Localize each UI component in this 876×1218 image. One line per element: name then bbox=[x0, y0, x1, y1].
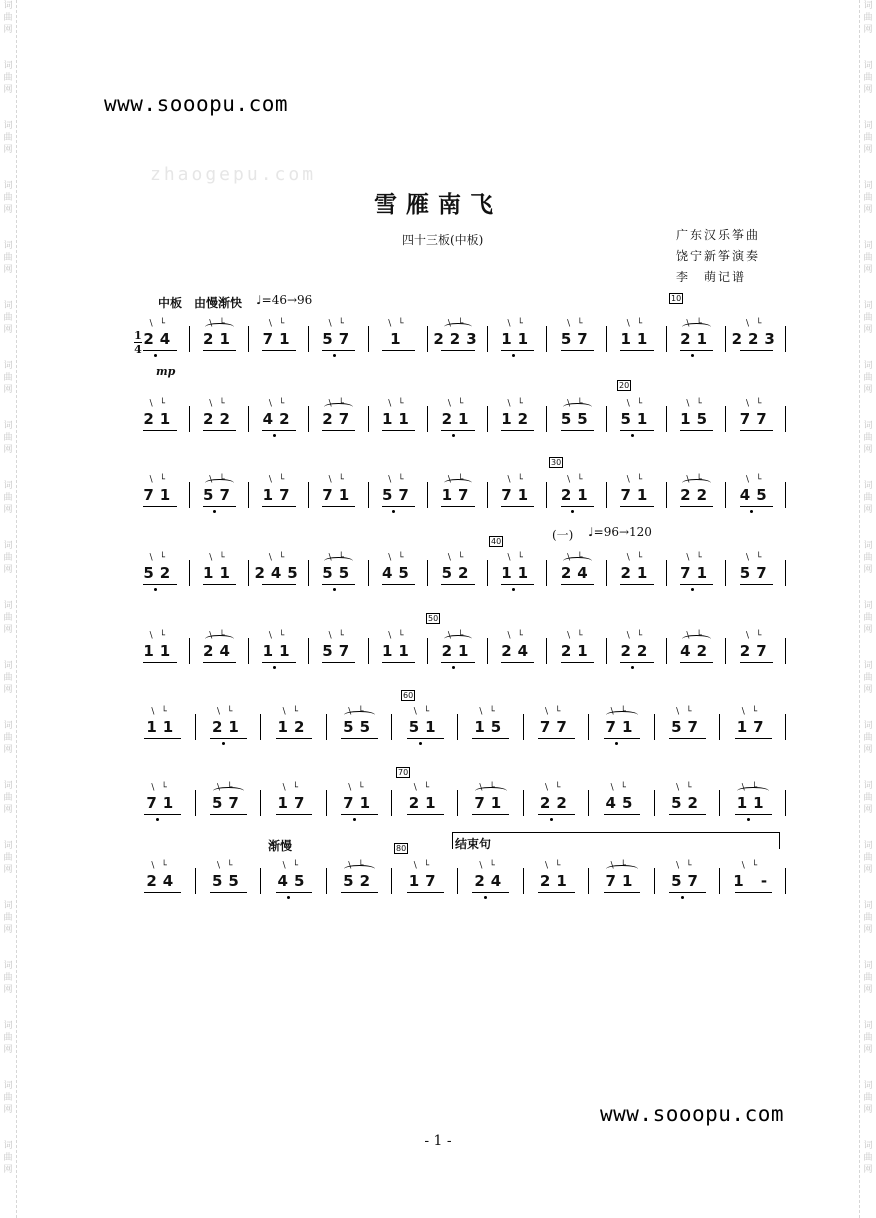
measure-notes: 22 bbox=[539, 794, 573, 812]
measure: ∖└ 55 bbox=[547, 406, 607, 436]
time-signature-bottom: 4 bbox=[134, 343, 142, 356]
measure: ∖└ 57 bbox=[726, 560, 786, 590]
measure-notes: 1 - bbox=[733, 872, 774, 890]
score-subtitle: 四十三板(中板) bbox=[402, 233, 484, 247]
measure: ∖└ 21 bbox=[428, 638, 488, 668]
measure: ∖└ 21 bbox=[196, 714, 262, 744]
staff-line bbox=[130, 858, 786, 898]
measure: ∖└ 57 bbox=[547, 326, 607, 356]
measure-notes: 45 bbox=[381, 564, 415, 582]
measure-notes: 57 bbox=[381, 486, 415, 504]
measure-notes: 71 bbox=[262, 330, 296, 348]
measure-notes: 51 bbox=[408, 718, 442, 736]
measure: ∖└ 55 bbox=[196, 868, 262, 898]
measure-notes: 55 bbox=[211, 872, 245, 890]
measure: ∖└ 52 bbox=[655, 790, 721, 820]
measure: ∖└ 77 bbox=[524, 714, 590, 744]
rehearsal-number: 70 bbox=[398, 768, 409, 777]
measure-notes: 17 bbox=[736, 718, 770, 736]
measure: ∖└ 71 bbox=[130, 482, 190, 512]
measure-notes: 15 bbox=[680, 410, 714, 428]
credit-genre: 广东汉乐筝曲 bbox=[676, 228, 761, 242]
measure: ∖└ 15 bbox=[667, 406, 727, 436]
measure-notes: 17 bbox=[262, 486, 296, 504]
measure: ∖└ 52 bbox=[327, 868, 393, 898]
watermark-ghost-text: zhaogepu.com bbox=[150, 164, 317, 185]
watermark-url-top: www.sooopu.com bbox=[104, 92, 289, 116]
measure-notes: 57 bbox=[203, 486, 236, 504]
measure: ∖└ 57 bbox=[190, 482, 250, 512]
measure: ∖└ 57 bbox=[369, 482, 429, 512]
measure: ∖└ 21 bbox=[428, 406, 488, 436]
measure-notes: 24 bbox=[474, 872, 508, 890]
measure: ∖└ 21 bbox=[524, 868, 590, 898]
measure-notes: 21 bbox=[211, 718, 245, 736]
measure: ∖└ 21 bbox=[392, 790, 458, 820]
measure-notes: 21 bbox=[560, 642, 594, 660]
measure: ∖└ 57 bbox=[655, 714, 721, 744]
measure: ∖└ 17 bbox=[720, 714, 786, 744]
measure-notes: 71 bbox=[680, 564, 714, 582]
measure-notes: 21 bbox=[441, 410, 475, 428]
measure: ∖└ 22 bbox=[607, 638, 667, 668]
measure: ∖└ 27 bbox=[309, 406, 369, 436]
measure-notes: 21 bbox=[143, 410, 177, 428]
measure-notes: 55 bbox=[322, 564, 356, 582]
measure-notes: 71 bbox=[343, 794, 377, 812]
measure-notes: 12 bbox=[277, 718, 311, 736]
measure-notes: 11 bbox=[381, 642, 415, 660]
measure-notes: 24 bbox=[203, 642, 236, 660]
measure: ∖└ 45 bbox=[369, 560, 429, 590]
measure-notes: 21 bbox=[680, 330, 714, 348]
measure: ∖└ 24 bbox=[130, 868, 196, 898]
measure: ∖└ 27 bbox=[726, 638, 786, 668]
measure: ∖└ 45 bbox=[726, 482, 786, 512]
measure: ∖└ 24 bbox=[130, 326, 190, 356]
measure: ∖└ 15 bbox=[458, 714, 524, 744]
measure-notes: 52 bbox=[671, 794, 704, 812]
measure-notes: 17 bbox=[277, 794, 311, 812]
measure: ∖└ 245 bbox=[249, 560, 309, 590]
measure-notes: 22 bbox=[680, 486, 714, 504]
measure-notes: 11 bbox=[143, 642, 177, 660]
tempo-label-moderato: 中板 bbox=[158, 296, 183, 310]
measure: ∖└ 22 bbox=[524, 790, 590, 820]
staff-line bbox=[130, 550, 786, 590]
measure: ∖└ 22 bbox=[667, 482, 727, 512]
measure: ∖└ 11 bbox=[369, 638, 429, 668]
rehearsal-number: 30 bbox=[551, 458, 562, 467]
staff-line bbox=[130, 780, 786, 820]
tempo-mark-1: ♩=46→96 bbox=[256, 293, 313, 307]
measure-notes: 57 bbox=[671, 872, 704, 890]
rehearsal-number: 40 bbox=[491, 537, 502, 546]
measure-notes: 21 bbox=[408, 794, 442, 812]
time-signature-top: 1 bbox=[134, 329, 142, 342]
measure: ∖└ 11 bbox=[190, 560, 250, 590]
watermark-right-strip: 词 曲 网 词 曲 网 词 曲 网 词 曲 网 词 曲 网 词 曲 网 词 曲 网 词 曲 网 词 曲 网 词 曲 网 词 曲 网 词 曲 网 词 曲 网 词 曲 网 词 曲 网 词 曲 网 词 曲 网 词 曲 网 词 曲 网 词 曲 网 bbox=[859, 0, 876, 1218]
measure: ∖└ 24 bbox=[458, 868, 524, 898]
measure: ∖└ 21 bbox=[547, 638, 607, 668]
measure-notes: 77 bbox=[739, 410, 773, 428]
measure: ∖└ 21 bbox=[130, 406, 190, 436]
measure-notes: 71 bbox=[474, 794, 508, 812]
rehearsal-number: 20 bbox=[619, 381, 630, 390]
measure-notes: 223 bbox=[433, 330, 483, 348]
measure: ∖└ 57 bbox=[655, 868, 721, 898]
measure: ∖└ 21 bbox=[667, 326, 727, 356]
staff-line bbox=[130, 628, 786, 668]
measure: ∖└ 71 bbox=[327, 790, 393, 820]
rehearsal-number: 50 bbox=[428, 614, 439, 623]
measure-notes: 57 bbox=[211, 794, 245, 812]
measure: ∖└ 24 bbox=[488, 638, 548, 668]
measure-notes: 57 bbox=[560, 330, 594, 348]
measure-notes: 55 bbox=[560, 410, 594, 428]
measure-notes: 24 bbox=[560, 564, 594, 582]
measure-notes: 223 bbox=[731, 330, 781, 348]
dynamic-mark: mp bbox=[156, 365, 176, 378]
measure: ∖└ 71 bbox=[589, 714, 655, 744]
measure: ∖└ 71 bbox=[249, 326, 309, 356]
measure: ∖└ 21 bbox=[607, 560, 667, 590]
measure-notes: 21 bbox=[560, 486, 594, 504]
measure-notes: 77 bbox=[539, 718, 573, 736]
measure: ∖└ 22 bbox=[190, 406, 250, 436]
measure-notes: 52 bbox=[343, 872, 377, 890]
tempo-slow-label: 渐慢 bbox=[268, 839, 293, 853]
rehearsal-number: 10 bbox=[671, 294, 682, 303]
measure-notes: 11 bbox=[262, 642, 296, 660]
measure-notes: 22 bbox=[620, 642, 654, 660]
measure: ∖└ 24 bbox=[190, 638, 250, 668]
measure: ∖└ 11 bbox=[607, 326, 667, 356]
measure-notes: 71 bbox=[605, 718, 639, 736]
measure-notes: 11 bbox=[736, 794, 770, 812]
measure-notes: 11 bbox=[381, 410, 415, 428]
measure: ∖└ 71 bbox=[589, 868, 655, 898]
measure: ∖└ 71 bbox=[488, 482, 548, 512]
measure: ∖└ 55 bbox=[309, 560, 369, 590]
measure: ∖└ 71 bbox=[309, 482, 369, 512]
measure-notes: 57 bbox=[322, 330, 356, 348]
tempo-label-accel: 由慢渐快 bbox=[194, 296, 243, 310]
measure: ∖└ 1 bbox=[369, 326, 429, 356]
measure-notes: 21 bbox=[203, 330, 236, 348]
measure-notes: 11 bbox=[620, 330, 654, 348]
measure-notes: 245 bbox=[254, 564, 304, 582]
staff-line bbox=[130, 704, 786, 744]
measure: ∖└ 52 bbox=[428, 560, 488, 590]
rehearsal-number: 80 bbox=[396, 844, 407, 853]
measure-notes: 11 bbox=[501, 564, 535, 582]
measure: ∖└ 57 bbox=[309, 638, 369, 668]
measure-notes: 45 bbox=[277, 872, 311, 890]
measure-notes: 24 bbox=[146, 872, 180, 890]
measure-notes: 52 bbox=[441, 564, 475, 582]
watermark-url-bottom: www.sooopu.com bbox=[600, 1102, 785, 1126]
measure: ∖└ 21 bbox=[190, 326, 250, 356]
measure: ∖└ 11 bbox=[130, 638, 190, 668]
measure: ∖└ 51 bbox=[607, 406, 667, 436]
measure: ∖└ 11 bbox=[720, 790, 786, 820]
measure: ∖└ 71 bbox=[607, 482, 667, 512]
measure: ∖└ 12 bbox=[488, 406, 548, 436]
measure: ∖└ 71 bbox=[130, 790, 196, 820]
rehearsal-number: 60 bbox=[403, 691, 414, 700]
measure: ∖└ 223 bbox=[428, 326, 488, 356]
measure-notes: 71 bbox=[146, 794, 180, 812]
measure: ∖└ 45 bbox=[261, 868, 327, 898]
measure-notes: 21 bbox=[441, 642, 475, 660]
measure-notes: 57 bbox=[739, 564, 773, 582]
staff-line bbox=[130, 396, 786, 436]
measure-notes: 21 bbox=[620, 564, 654, 582]
measure: ∖└ 17 bbox=[392, 868, 458, 898]
measure-notes: 52 bbox=[143, 564, 177, 582]
measure: ∖└ 71 bbox=[458, 790, 524, 820]
measure: ∖└ 45 bbox=[589, 790, 655, 820]
measure: ∖└ 42 bbox=[667, 638, 727, 668]
measure-notes: 55 bbox=[343, 718, 377, 736]
measure: ∖└ 51 bbox=[392, 714, 458, 744]
measure-notes: 45 bbox=[605, 794, 639, 812]
measure-notes: 22 bbox=[203, 410, 236, 428]
ending-bracket bbox=[452, 832, 780, 849]
measure: ∖└ 17 bbox=[261, 790, 327, 820]
tempo-mark-2: ♩=96→120 bbox=[588, 525, 652, 539]
measure-notes: 71 bbox=[143, 486, 177, 504]
measure: ∖└ 11 bbox=[369, 406, 429, 436]
measure: ∖└ 55 bbox=[327, 714, 393, 744]
measure: ∖└ 11 bbox=[249, 638, 309, 668]
measure: ∖└ 11 bbox=[488, 326, 548, 356]
measure-notes: 57 bbox=[671, 718, 704, 736]
measure: ∖└ 223 bbox=[726, 326, 786, 356]
measure-notes: 21 bbox=[539, 872, 573, 890]
measure: ∖└ 52 bbox=[130, 560, 190, 590]
measure: ∖└ 11 bbox=[488, 560, 548, 590]
watermark-left-strip: 词 曲 网 词 曲 网 词 曲 网 词 曲 网 词 曲 网 词 曲 网 词 曲 网 词 曲 网 词 曲 网 词 曲 网 词 曲 网 词 曲 网 词 曲 网 词 曲 网 词 曲 网 词 曲 网 词 曲 网 词 曲 网 词 曲 网 词 曲 网 bbox=[0, 0, 17, 1218]
measure-notes: 17 bbox=[408, 872, 442, 890]
measure-notes: 11 bbox=[501, 330, 535, 348]
credit-performer: 饶宁新筝演奏 bbox=[676, 249, 761, 263]
measure-notes: 42 bbox=[680, 642, 714, 660]
measure-notes: 42 bbox=[262, 410, 296, 428]
measure: ∖└ 24 bbox=[547, 560, 607, 590]
measure: ∖└ 12 bbox=[261, 714, 327, 744]
credit-transcriber: 李 萌记谱 bbox=[676, 270, 747, 284]
measure-notes: 24 bbox=[501, 642, 535, 660]
measure: ∖└ 57 bbox=[196, 790, 262, 820]
measure: ∖└ 77 bbox=[726, 406, 786, 436]
page-number: - 1 - bbox=[424, 1133, 452, 1149]
measure-notes: 45 bbox=[739, 486, 773, 504]
measure: ∖└ 1 - bbox=[720, 868, 786, 898]
measure-notes: 12 bbox=[501, 410, 535, 428]
measure-notes: 57 bbox=[322, 642, 356, 660]
measure-notes: 24 bbox=[143, 330, 177, 348]
measure-notes: 27 bbox=[322, 410, 356, 428]
measure-notes: 27 bbox=[739, 642, 773, 660]
measure: ∖└ 21 bbox=[547, 482, 607, 512]
measure-notes: 71 bbox=[501, 486, 535, 504]
measure: ∖└ 71 bbox=[667, 560, 727, 590]
measure: ∖└ 17 bbox=[249, 482, 309, 512]
measure-notes: 17 bbox=[441, 486, 475, 504]
measure: ∖└ 17 bbox=[428, 482, 488, 512]
measure: ∖└ 42 bbox=[249, 406, 309, 436]
measure-notes: 11 bbox=[203, 564, 236, 582]
section-label: (一) bbox=[552, 528, 574, 542]
measure-notes: 71 bbox=[620, 486, 654, 504]
staff-line bbox=[130, 316, 786, 356]
staff-line bbox=[130, 472, 786, 512]
ending-label: 结束句 bbox=[455, 837, 492, 851]
measure-notes: 11 bbox=[146, 718, 180, 736]
measure-notes: 71 bbox=[605, 872, 639, 890]
score-title: 雪雁南飞 bbox=[374, 191, 502, 218]
measure: ∖└ 11 bbox=[130, 714, 196, 744]
measure-notes: 15 bbox=[474, 718, 508, 736]
measure-notes: 51 bbox=[620, 410, 654, 428]
measure-notes: 71 bbox=[322, 486, 356, 504]
measure-notes: 1 bbox=[390, 330, 407, 348]
measure: ∖└ 57 bbox=[309, 326, 369, 356]
